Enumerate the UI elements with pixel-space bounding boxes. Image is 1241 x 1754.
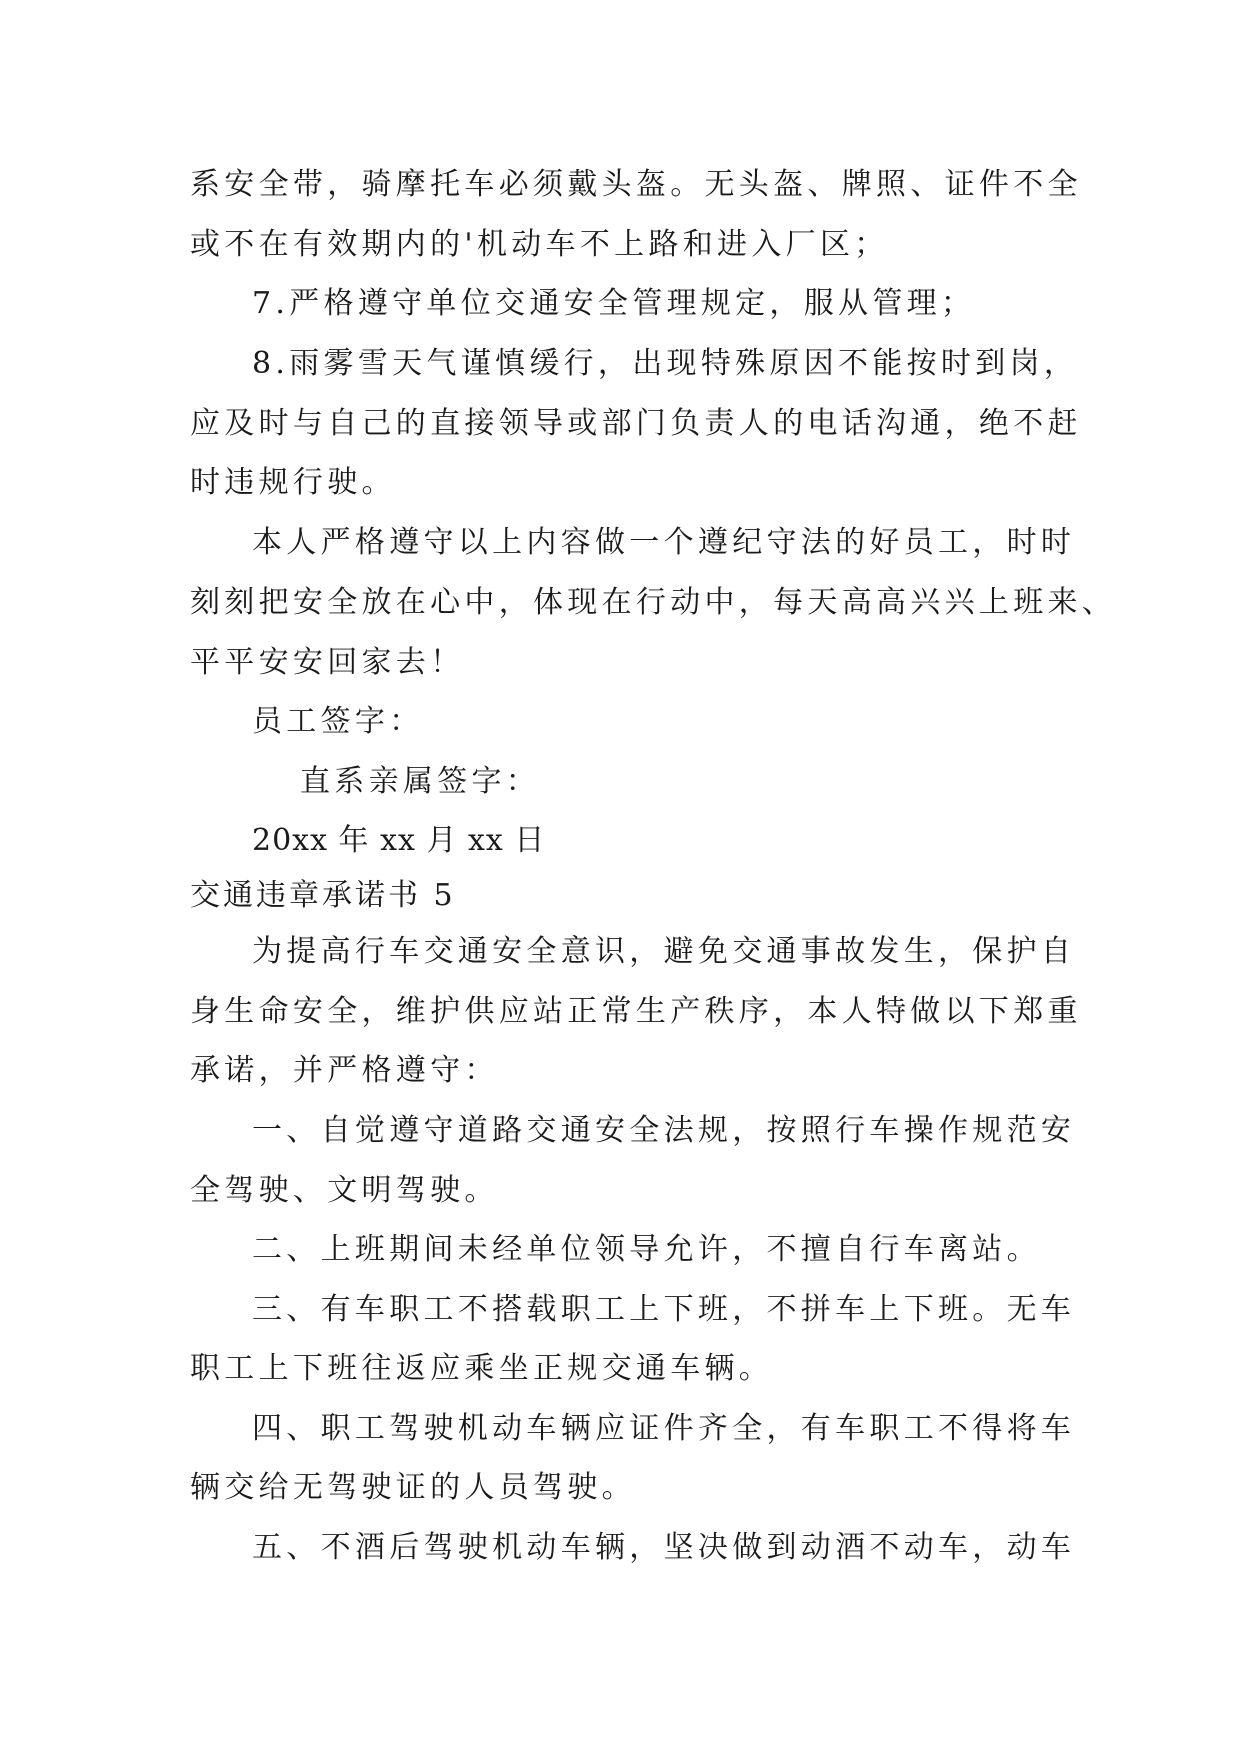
family-signature-label: 直系亲属签字：: [300, 764, 541, 799]
paragraph-line: 为提高行车交通安全意识，避免交通事故发生，保护自: [252, 934, 1076, 969]
text-line: 全驾驶、文明驾驶。: [190, 1173, 499, 1208]
text-line: 刻刻把安全放在心中，体现在行动中，每天高高兴兴上班来、: [190, 585, 1117, 620]
list-item: 四、职工驾驶机动车辆应证件齐全，有车职工不得将车: [252, 1411, 1076, 1446]
list-item: 三、有车职工不搭载职工上下班，不拼车上下班。无车: [252, 1292, 1076, 1327]
text-line: 身生命安全，维护供应站正常生产秩序，本人特做以下郑重: [190, 994, 1082, 1029]
list-item: 7.严格遵守单位交通安全管理规定，服从管理；: [252, 286, 976, 321]
date-line: 20xx 年 xx 月 xx 日: [252, 823, 546, 858]
text-line: 辆交给无驾驶证的人员驾驶。: [190, 1470, 636, 1505]
text-line: 时违规行驶。: [190, 465, 396, 500]
employee-signature-label: 员工签字：: [252, 704, 424, 739]
list-item: 二、上班期间未经单位领导允许，不擅自行车离站。: [252, 1232, 1041, 1267]
list-item: 一、自觉遵守道路交通安全法规，按照行车操作规范安: [252, 1113, 1076, 1148]
text-line: 或不在有效期内的'机动车不上路和进入厂区；: [190, 227, 889, 262]
section-title: 交通违章承诺书 5: [190, 878, 456, 913]
paragraph-line: 本人严格遵守以上内容做一个遵纪守法的好员工，时时: [252, 525, 1076, 560]
text-line: 职工上下班往返应乘坐正规交通车辆。: [190, 1351, 774, 1386]
text-line: 应及时与自己的直接领导或部门负责人的电话沟通，绝不赶: [190, 406, 1082, 441]
list-item: 五、不酒后驾驶机动车辆，坚决做到动酒不动车，动车: [252, 1530, 1076, 1565]
text-line: 承诺，并严格遵守：: [190, 1053, 499, 1088]
text-line: 平平安安回家去！: [190, 645, 465, 680]
text-line: 系安全带，骑摩托车必须戴头盔。无头盔、牌照、证件不全: [190, 167, 1082, 202]
list-item: 8.雨雾雪天气谨慎缓行，出现特殊原因不能按时到岗，: [252, 346, 1079, 381]
